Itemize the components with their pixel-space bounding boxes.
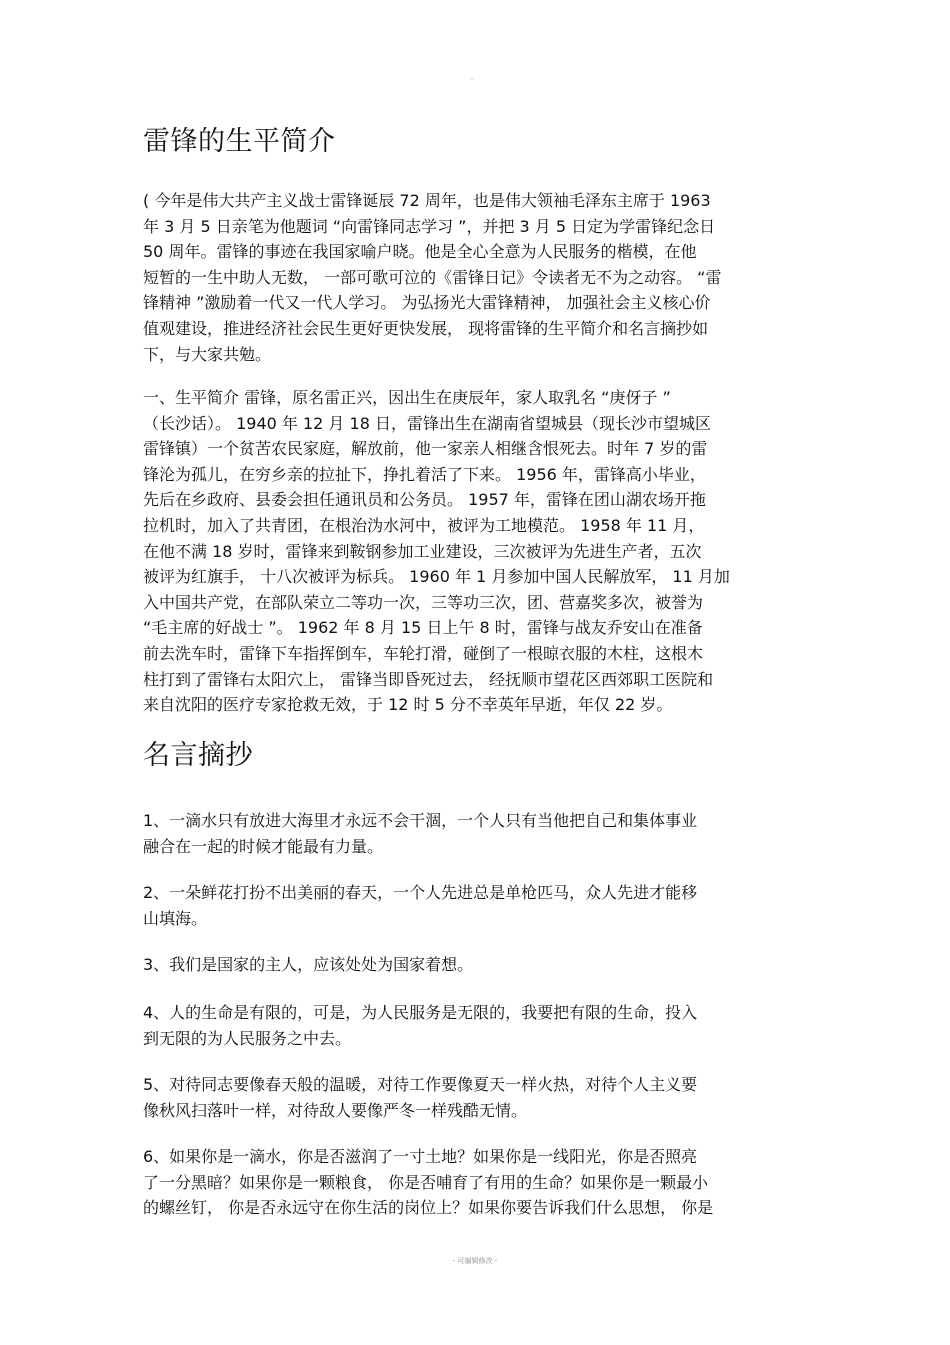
text-line: 值观建设，推进经济社会民生更好更快发展， 现将雷锋的生平简介和名言摘抄如	[143, 318, 709, 338]
text-line: 年 3 月 5 日亲笔为他题词 “向雷锋同志学习 ”，并把 3 月 5 日定为学雷锋纪念日	[143, 216, 716, 236]
quote-item	[143, 1144, 823, 1221]
text-line: 被评为红旗手， 十八次被评为标兵。 1960 年 1 月参加中国人民解放军， 11 月加	[143, 567, 730, 587]
text-line: （长沙话）。 1940 年 12 月 18 日，雷锋出生在湖南省望城县（现长沙市望城区	[143, 413, 711, 433]
text-line: 6、如果你是一滴水，你是否滋润了一寸土地？如果你是一线阳光，你是否照亮	[143, 1147, 698, 1166]
text-line: 前去洗车时，雷锋下车指挥倒车，车轮打滑，碰倒了一根晾衣服的木柱，这根木	[143, 643, 704, 663]
text-line: 3、我们是国家的主人，应该处处为国家着想。	[143, 955, 474, 974]
text-line: 5、对待同志要像春天般的温暖，对待工作要像夏天一样火热，对待个人主义要	[143, 1075, 698, 1094]
quote-item	[143, 880, 823, 931]
text-line: 锋精神 ”激励着一代又一代人学习。 为弘扬光大雷锋精神， 加强社会主义核心价	[143, 293, 711, 313]
text-line: 雷锋镇）一个贫苦农民家庭，解放前，他一家亲人相继含恨死去。时年 7 岁的雷	[143, 439, 708, 459]
text-line: 了一分黑暗？如果你是一颗粮食， 你是否哺育了有用的生命？如果你是一颗最小	[143, 1172, 709, 1192]
text-line: 拉机时，加入了共青团，在根治沩水河中，被评为工地模范。 1958 年 11 月，	[143, 515, 705, 535]
text-line: 先后在乡政府、县委会担任通讯员和公务员。 1957 年，雷锋在团山湖农场开拖	[143, 490, 706, 510]
text-line: 山填海。	[143, 908, 208, 928]
text-line: ( 今年是伟大共产主义战士雷锋诞辰 72 周年，也是伟大领袖毛泽东主席于 1963	[143, 191, 711, 210]
quote-item	[143, 1072, 823, 1123]
quote-item	[143, 1000, 823, 1051]
text-line: 入中国共产党，在部队荣立二等功一次，三等功三次，团、营嘉奖多次，被誉为	[143, 592, 704, 612]
text-line: 2、一朵鲜花打扮不出美丽的春天，一个人先进总是单枪匹马，众人先进才能移	[143, 883, 698, 902]
section-title-biography: 雷锋的生平简介	[143, 126, 336, 157]
text-line: 50 周年。雷锋的事迹在我国家喻户晓。他是全心全意为人民服务的楷模，在他	[143, 242, 697, 262]
text-line: 1、一滴水只有放进大海里才永远不会干涸，一个人只有当他把自己和集体事业	[143, 811, 698, 830]
text-line: 一、生平简介 雷锋，原名雷正兴，因出生在庚辰年，家人取乳名 “庚伢子 ”	[143, 388, 671, 407]
text-line: 像秋风扫落叶一样，对待敌人要像严冬一样残酷无情。	[143, 1100, 528, 1120]
text-line: 下，与大家共勉。	[143, 344, 272, 364]
text-line: 柱打到了雷锋右太阳穴上， 雷锋当即昏死过去， 经抚顺市望花区西郊职工医院和	[143, 669, 714, 689]
text-line: 4、人的生命是有限的，可是，为人民服务是无限的，我要把有限的生命，投入	[143, 1003, 698, 1022]
text-line: 的螺丝钉， 你是否永远守在你生活的岗位上？如果你要告诉我们什么思想， 你是	[143, 1198, 714, 1218]
biography-paragraph	[143, 385, 823, 718]
quote-item	[143, 952, 823, 978]
text-line: 在他不满 18 岁时，雷锋来到鞍钢参加工业建设，三次被评为先进生产者，五次	[143, 541, 702, 561]
quote-item	[143, 808, 823, 859]
text-line: 融合在一起的时候才能最有力量。	[143, 836, 384, 856]
intro-paragraph	[143, 188, 823, 367]
text-line: 来自沈阳的医疗专家抢救无效，于 12 时 5 分不幸英年早逝，年仅 22 岁。	[143, 695, 673, 715]
section-title-quotes: 名言摘抄	[143, 740, 253, 771]
top-mark: 。	[471, 73, 478, 81]
text-line: 锋沦为孤儿，在穷乡亲的拉扯下，挣扎着活了下来。 1956 年，雷锋高小毕业，	[143, 464, 706, 484]
footer-note: - 可编辑修改 -	[452, 1257, 498, 1265]
text-line: “毛主席的好战士 ”。 1962 年 8 月 15 日上午 8 时，雷锋与战友乔安山在准备	[143, 618, 703, 638]
text-line: 短暂的一生中助人无数， 一部可歌可泣的《雷锋日记》令读者无不为之动容。 “雷	[143, 267, 722, 287]
text-line: 到无限的为人民服务之中去。	[143, 1028, 352, 1048]
